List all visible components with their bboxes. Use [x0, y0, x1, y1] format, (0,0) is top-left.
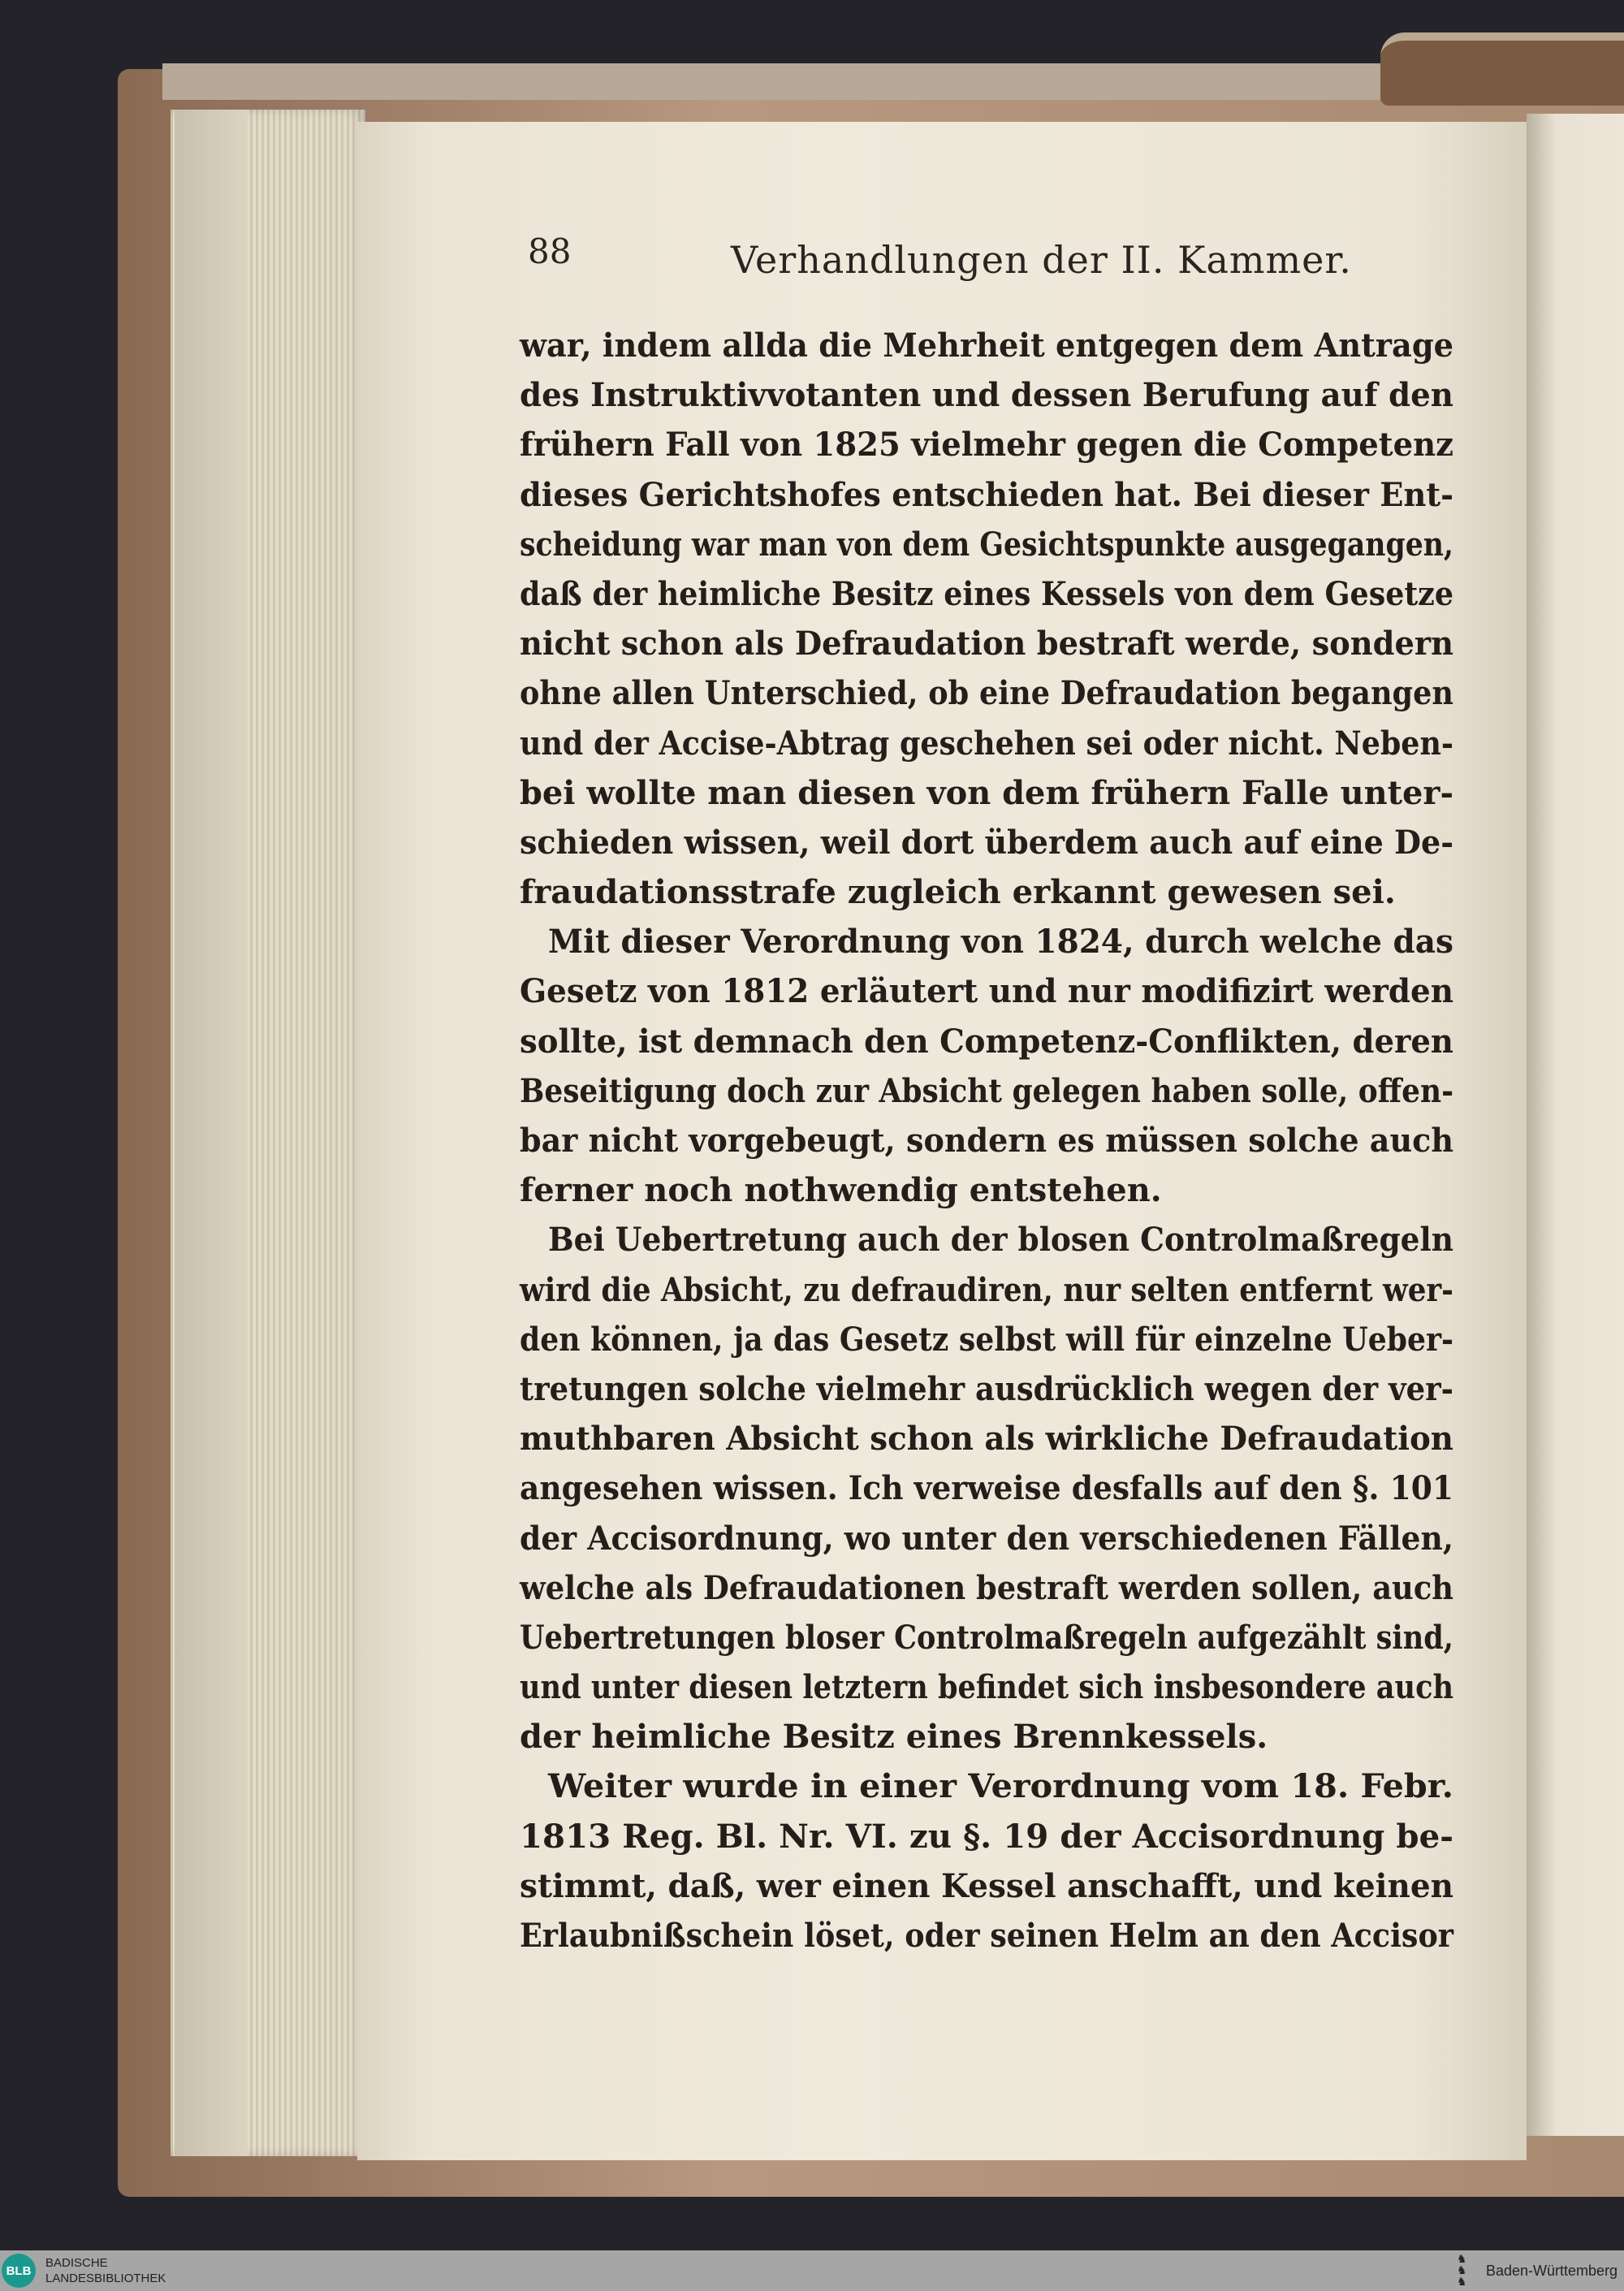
text-line: nicht schon als Defraudation bestraft werde, sondern	[520, 625, 1453, 664]
text-line-row	[520, 524, 1453, 573]
text-line-row	[520, 1219, 1453, 1269]
text-line-row	[520, 672, 1453, 722]
text-line: stimmt, daß, wer einen Kessel anschafft, und keinen	[520, 1866, 1453, 1905]
text-line: des Instruktivvotanten und dessen Berufung auf den	[520, 376, 1453, 415]
library-name-line1: BADISCHE	[45, 2256, 108, 2270]
footer-bar	[0, 2250, 1624, 2291]
text-line-row	[520, 1418, 1453, 1468]
text-line: ferner noch nothwendig entstehen.	[520, 1171, 1162, 1210]
running-head	[528, 231, 1462, 288]
text-line: bei wollte man diesen von dem frühern Falle unter-	[520, 773, 1453, 812]
text-line-row	[520, 1468, 1453, 1517]
text-line-row	[520, 1021, 1453, 1070]
text-line: Bei Uebertretung auch der blosen Controlmaßregeln	[548, 1221, 1453, 1260]
text-line-row	[520, 1567, 1453, 1617]
text-line-row	[520, 921, 1453, 970]
text-line-row	[520, 474, 1453, 524]
text-line-row	[520, 772, 1453, 822]
text-line: Erlaubnißschein löset, oder seinen Helm an den Accisor	[520, 1917, 1453, 1955]
text-line: Gesetz von 1812 erläutert und nur modifizirt werden	[520, 972, 1453, 1011]
library-name	[45, 2255, 166, 2286]
text-line-row	[520, 623, 1453, 672]
text-line: daß der heimliche Besitz eines Kessels von dem Gesetze	[520, 574, 1453, 613]
text-line-row	[520, 723, 1453, 772]
book-top-edge	[162, 63, 1380, 100]
library-name-line2: LANDESBIBLIOTHEK	[45, 2272, 166, 2285]
text-line-row	[520, 1269, 1453, 1319]
text-line-row	[520, 1666, 1453, 1716]
text-line-row	[520, 1716, 1453, 1766]
text-line: Uebertretungen bloser Controlmaßregeln aufgezählt sind,	[520, 1618, 1453, 1657]
text-line-row	[520, 1617, 1453, 1666]
text-line-row	[520, 822, 1453, 871]
text-line-row	[520, 374, 1453, 424]
facing-page-edge	[1527, 114, 1624, 2136]
text-line: tretungen solche vielmehr ausdrücklich wegen der ver-	[520, 1369, 1453, 1408]
text-line: der Accisordnung, wo unter den verschiedenen Fällen,	[520, 1519, 1453, 1558]
book-clasp	[1380, 32, 1624, 106]
text-line-row	[520, 1915, 1453, 1965]
page-stack-edge	[175, 110, 248, 2156]
text-line-row	[520, 1865, 1453, 1915]
text-line-row	[520, 1070, 1453, 1120]
text-line: dieses Gerichtshofes entschieden hat. Bei dieser Ent-	[520, 475, 1453, 514]
text-line: sollte, ist demnach den Competenz-Conflikten, deren	[520, 1022, 1453, 1061]
blb-logo: BLB	[2, 2254, 36, 2288]
text-line: Beseitigung doch zur Absicht gelegen haben solle, offen-	[520, 1071, 1453, 1110]
text-line-row	[520, 1766, 1453, 1815]
text-line-row	[520, 1120, 1453, 1169]
text-line-row	[520, 325, 1453, 374]
text-line: wird die Absicht, zu defraudiren, nur selten entfernt wer-	[520, 1270, 1453, 1309]
text-line-row	[520, 871, 1453, 921]
text-line: scheidung war man von dem Gesichtspunkte ausgegangen,	[520, 525, 1453, 564]
text-line-row	[520, 1319, 1453, 1368]
text-line: muthbaren Absicht schon als wirkliche Defraudation	[520, 1420, 1453, 1459]
text-line: angesehen wissen. Ich verweise desfalls auf den §. 101	[520, 1469, 1453, 1508]
text-line: ohne allen Unterschied, ob eine Defraudation begangen	[520, 674, 1453, 713]
text-line-row	[520, 424, 1453, 473]
text-line-row	[520, 1816, 1453, 1865]
text-line: war, indem allda die Mehrheit entgegen dem Antrage	[520, 326, 1453, 365]
text-line: fraudationsstrafe zugleich erkannt gewesen sei.	[520, 873, 1396, 912]
text-line: schieden wissen, weil dort überdem auch auf eine De-	[520, 823, 1453, 862]
state-name: Baden-Württemberg	[1486, 2263, 1618, 2279]
text-line: Mit dieser Verordnung von 1824, durch welche das	[548, 923, 1453, 962]
text-line-row	[520, 970, 1453, 1020]
text-line-row	[520, 1518, 1453, 1567]
text-line: bar nicht vorgebeugt, sondern es müssen solche auch	[520, 1122, 1453, 1160]
text-line: Weiter wurde in einer Verordnung vom 18. Febr.	[548, 1767, 1453, 1806]
text-line-row	[520, 1368, 1453, 1418]
lions-coat-of-arms-icon: ♞ ♞ ♞	[1457, 2252, 1467, 2288]
text-line: 1813 Reg. Bl. Nr. VI. zu §. 19 der Accisordnung be-	[520, 1817, 1453, 1856]
text-line: der heimliche Besitz eines Brennkessels.	[520, 1718, 1268, 1757]
running-head-title: Verhandlungen der II. Kammer.	[731, 238, 1352, 282]
body-text	[520, 325, 1453, 1965]
text-line-row	[520, 1169, 1453, 1219]
text-line: und der Accise-Abtrag geschehen sei oder nicht. Neben-	[520, 724, 1453, 763]
text-line-row	[520, 573, 1453, 623]
text-line: welche als Defraudationen bestraft werden sollen, auch	[520, 1568, 1453, 1607]
text-line: den können, ja das Gesetz selbst will für einzelne Ueber-	[520, 1320, 1453, 1359]
text-line: frühern Fall von 1825 vielmehr gegen die Competenz	[520, 426, 1453, 465]
page-number: 88	[528, 231, 572, 271]
text-line: und unter diesen letztern befindet sich insbesondere auch	[520, 1668, 1453, 1707]
